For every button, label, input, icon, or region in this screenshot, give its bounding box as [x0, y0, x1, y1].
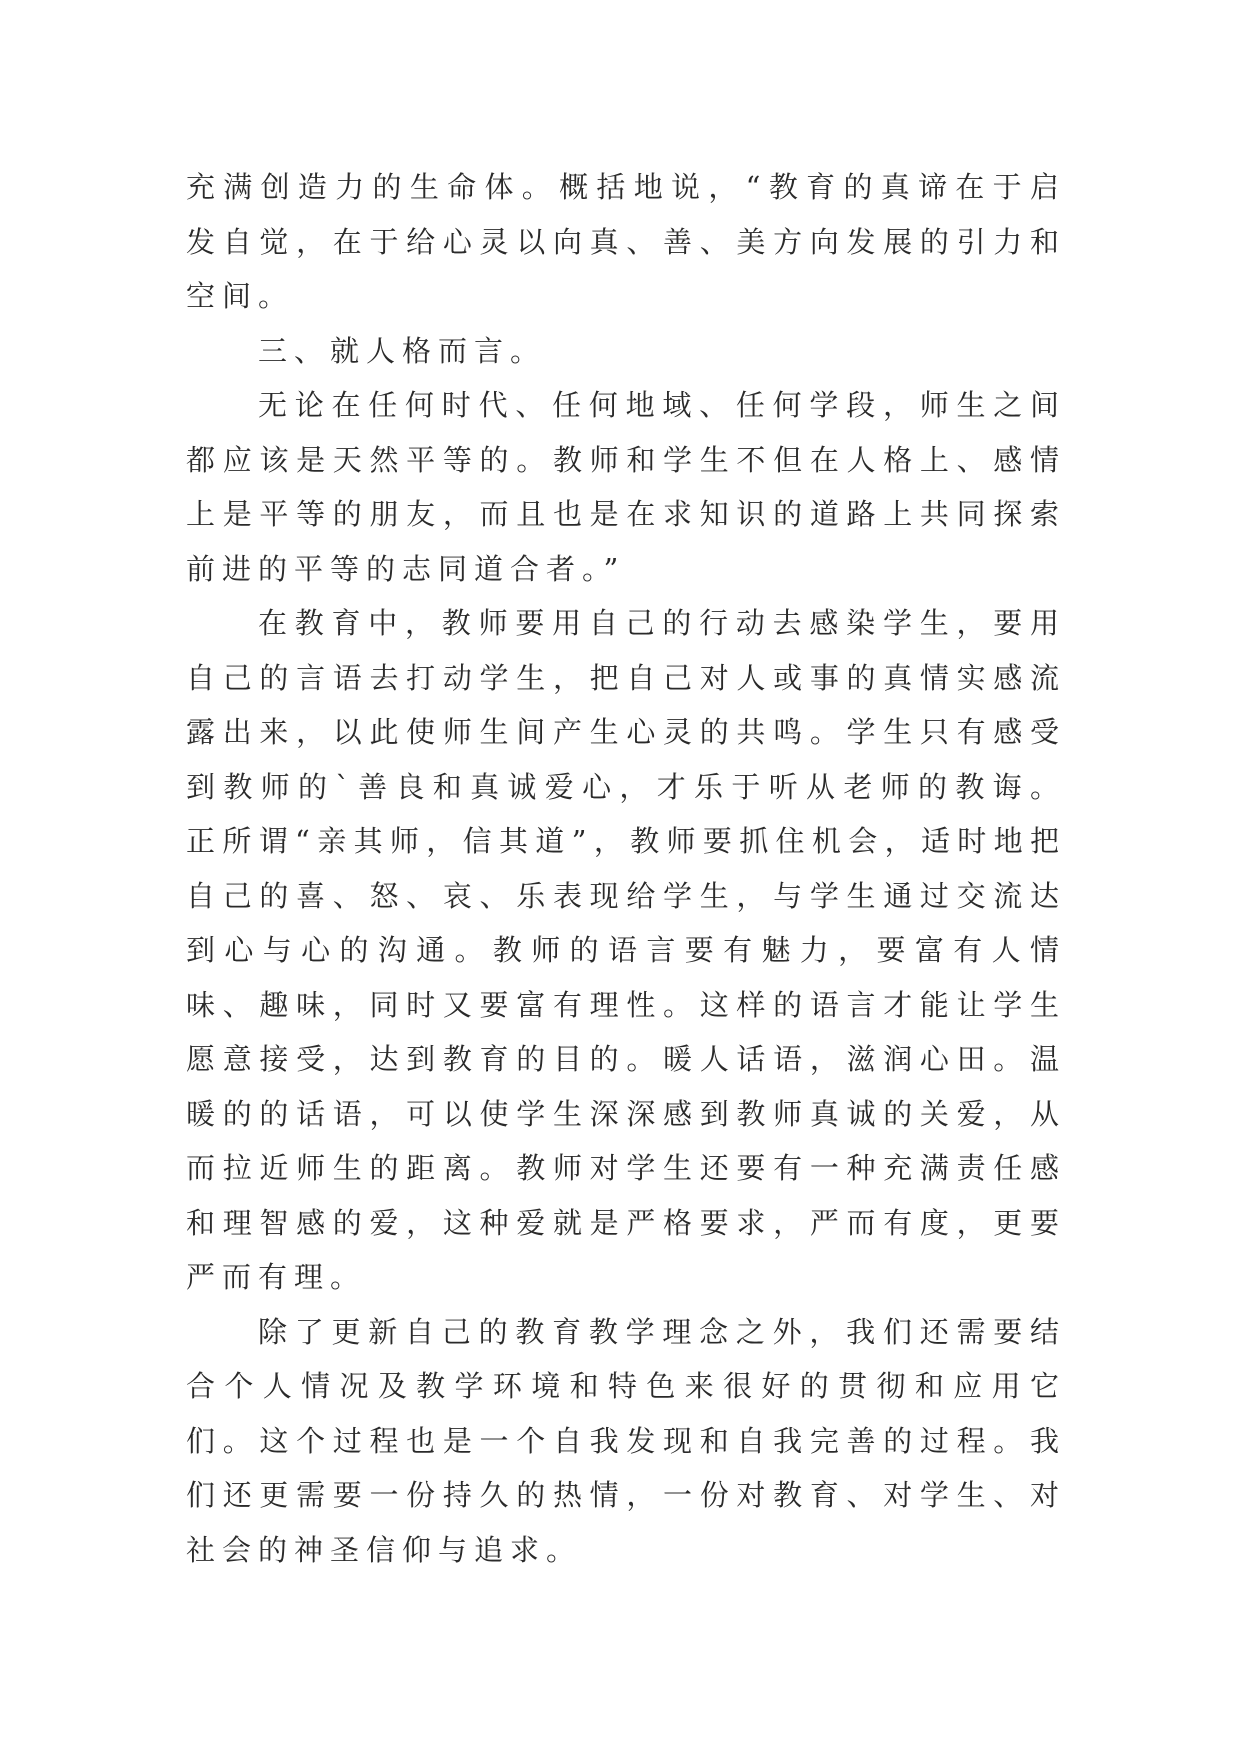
paragraph: 在教育中，教师要用自己的行动去感染学生，要用自己的言语去打动学生，把自己对人或事的真情实感流露出来，以此使师生间产生心灵的共鸣。学生只有感受到教师的`善良和真诚爱心，才乐于听从老师的教诲。正所谓“亲其师，信其道”，教师要抓住机会，适时地把自己的喜、怒、哀、乐表现给学生，与学生通过交流达到心与心的沟通。教师的语言要有魅力，要富有人情味、趣味，同时又要富有理性。这样的语言才能让学生愿意接受，达到教育的目的。暖人话语，滋润心田。温暖的的话语，可以使学生深深感到教师真诚的关爱，从而拉近师生的距离。教师对学生还要有一种充满责任感和理智感的爱，这种爱就是严格要求，严而有度，更要严而有理。 [186, 606, 1066, 1294]
section-heading: 三、就人格而言。 [258, 333, 547, 368]
paragraph: 无论在任何时代、任何地域、任何学段，师生之间都应该是天然平等的。教师和学生不但在人格上、感情上是平等的朋友，而且也是在求知识的道路上共同探索前进的平等的志同道合者。” [186, 388, 1066, 586]
paragraph-continuation: 充满创造力的生命体。概括地说，“教育的真谛在于启发自觉，在于给心灵以向真、善、美方向发展的引力和空间。 [186, 170, 1066, 313]
document-body [186, 160, 1066, 1577]
paragraph: 除了更新自己的教育教学理念之外，我们还需要结合个人情况及教学环境和特色来很好的贯彻和应用它们。这个过程也是一个自我发现和自我完善的过程。我们还更需要一份持久的热情，一份对教育、对学生、对社会的神圣信仰与追求。 [186, 1314, 1066, 1567]
